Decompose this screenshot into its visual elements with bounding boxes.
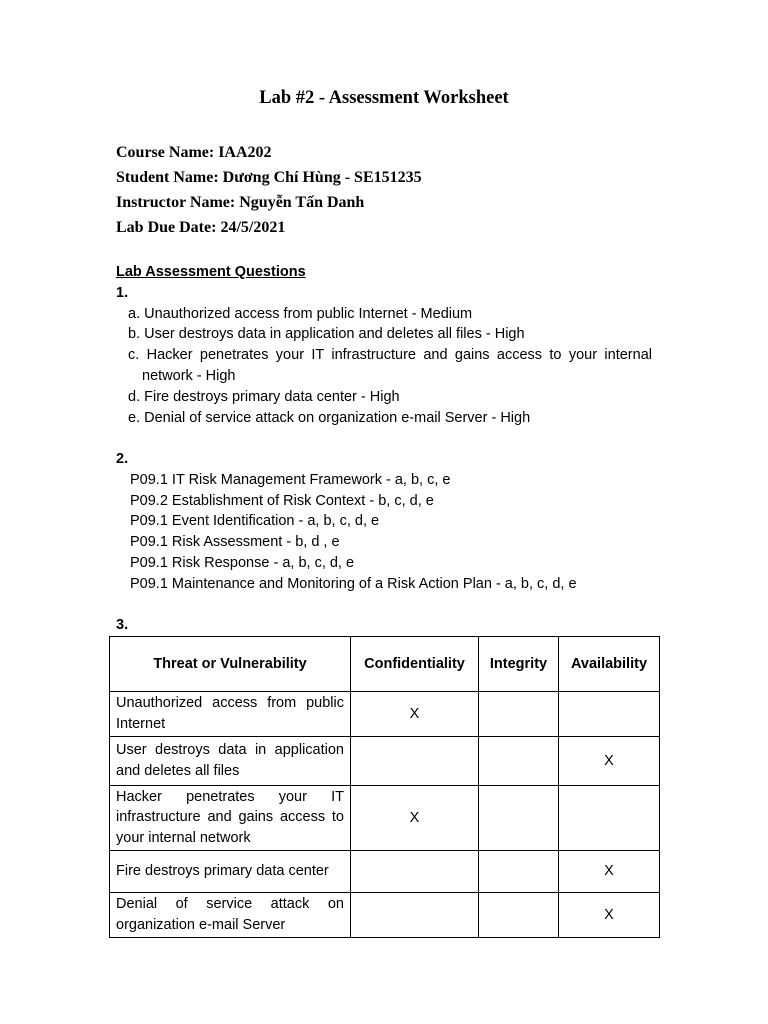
header-confidentiality: Confidentiality (351, 637, 479, 692)
control-objective-item: P09.1 Maintenance and Monitoring of a Risk Action Plan - a, b, c, d, e (130, 575, 577, 592)
question-1-number: 1. (116, 284, 129, 301)
table-row (110, 736, 660, 785)
integrity-cell (479, 850, 559, 892)
question-2-section (116, 449, 652, 595)
threat-cell: Fire destroys primary data center (110, 850, 351, 892)
threat-cell: Denial of service attack on organization e-mail Server (110, 892, 351, 937)
student-name: Student Name: Dương Chí Hùng - SE151235 (116, 169, 422, 186)
control-objective-item: P09.1 IT Risk Management Framework - a, b, c, e (130, 471, 451, 488)
control-objective-item: P09.2 Establishment of Risk Context - b, c, d, e (130, 492, 434, 509)
table-row (110, 892, 660, 937)
header-threat: Threat or Vulnerability (110, 637, 351, 692)
assessment-questions-heading: Lab Assessment Questions (116, 264, 306, 280)
cia-impact-table (109, 636, 660, 938)
question-1-section (116, 262, 652, 428)
due-date: Lab Due Date: 24/5/2021 (116, 219, 286, 236)
availability-cell: X (559, 892, 660, 937)
instructor-name: Instructor Name: Nguyễn Tấn Danh (116, 194, 365, 211)
availability-cell: X (559, 736, 660, 785)
answer-item: c. Hacker penetrates your IT infrastructure and gains access to your internal network - High (128, 347, 652, 384)
answer-item: a. Unauthorized access from public Internet - Medium (128, 305, 473, 322)
integrity-cell (479, 892, 559, 937)
confidentiality-cell (351, 892, 479, 937)
confidentiality-cell: X (351, 692, 479, 737)
integrity-cell (479, 692, 559, 737)
question-3-number: 3. (116, 617, 129, 633)
control-objective-item: P09.1 Risk Assessment - b, d , e (130, 534, 340, 551)
availability-cell (559, 785, 660, 850)
table-row (110, 692, 660, 737)
integrity-cell (479, 736, 559, 785)
control-objective-item: P09.1 Event Identification - a, b, c, d, e (130, 513, 380, 530)
integrity-cell (479, 785, 559, 850)
table-row (110, 850, 660, 892)
header-integrity: Integrity (479, 637, 559, 692)
table-header-row (110, 637, 660, 692)
control-objective-item: P09.1 Risk Response - a, b, c, d, e (130, 554, 355, 571)
answer-item: d. Fire destroys primary data center - High (128, 388, 400, 405)
availability-cell (559, 692, 660, 737)
answer-item: b. User destroys data in application and deletes all files - High (128, 326, 525, 343)
availability-cell: X (559, 850, 660, 892)
table-row (110, 785, 660, 850)
threat-cell: Hacker penetrates your IT infrastructure and gains access to your internal network (110, 785, 351, 850)
question-3-section (116, 615, 652, 636)
question-2-number: 2. (116, 451, 129, 467)
answer-item: e. Denial of service attack on organization e-mail Server - High (128, 409, 531, 426)
header-availability: Availability (559, 637, 660, 692)
confidentiality-cell (351, 850, 479, 892)
course-info (116, 140, 422, 240)
page-title: Lab #2 - Assessment Worksheet (259, 88, 509, 108)
threat-cell: Unauthorized access from public Internet (110, 692, 351, 737)
course-name: Course Name: IAA202 (116, 144, 272, 161)
confidentiality-cell: X (351, 785, 479, 850)
threat-cell: User destroys data in application and deletes all files (110, 736, 351, 785)
confidentiality-cell (351, 736, 479, 785)
